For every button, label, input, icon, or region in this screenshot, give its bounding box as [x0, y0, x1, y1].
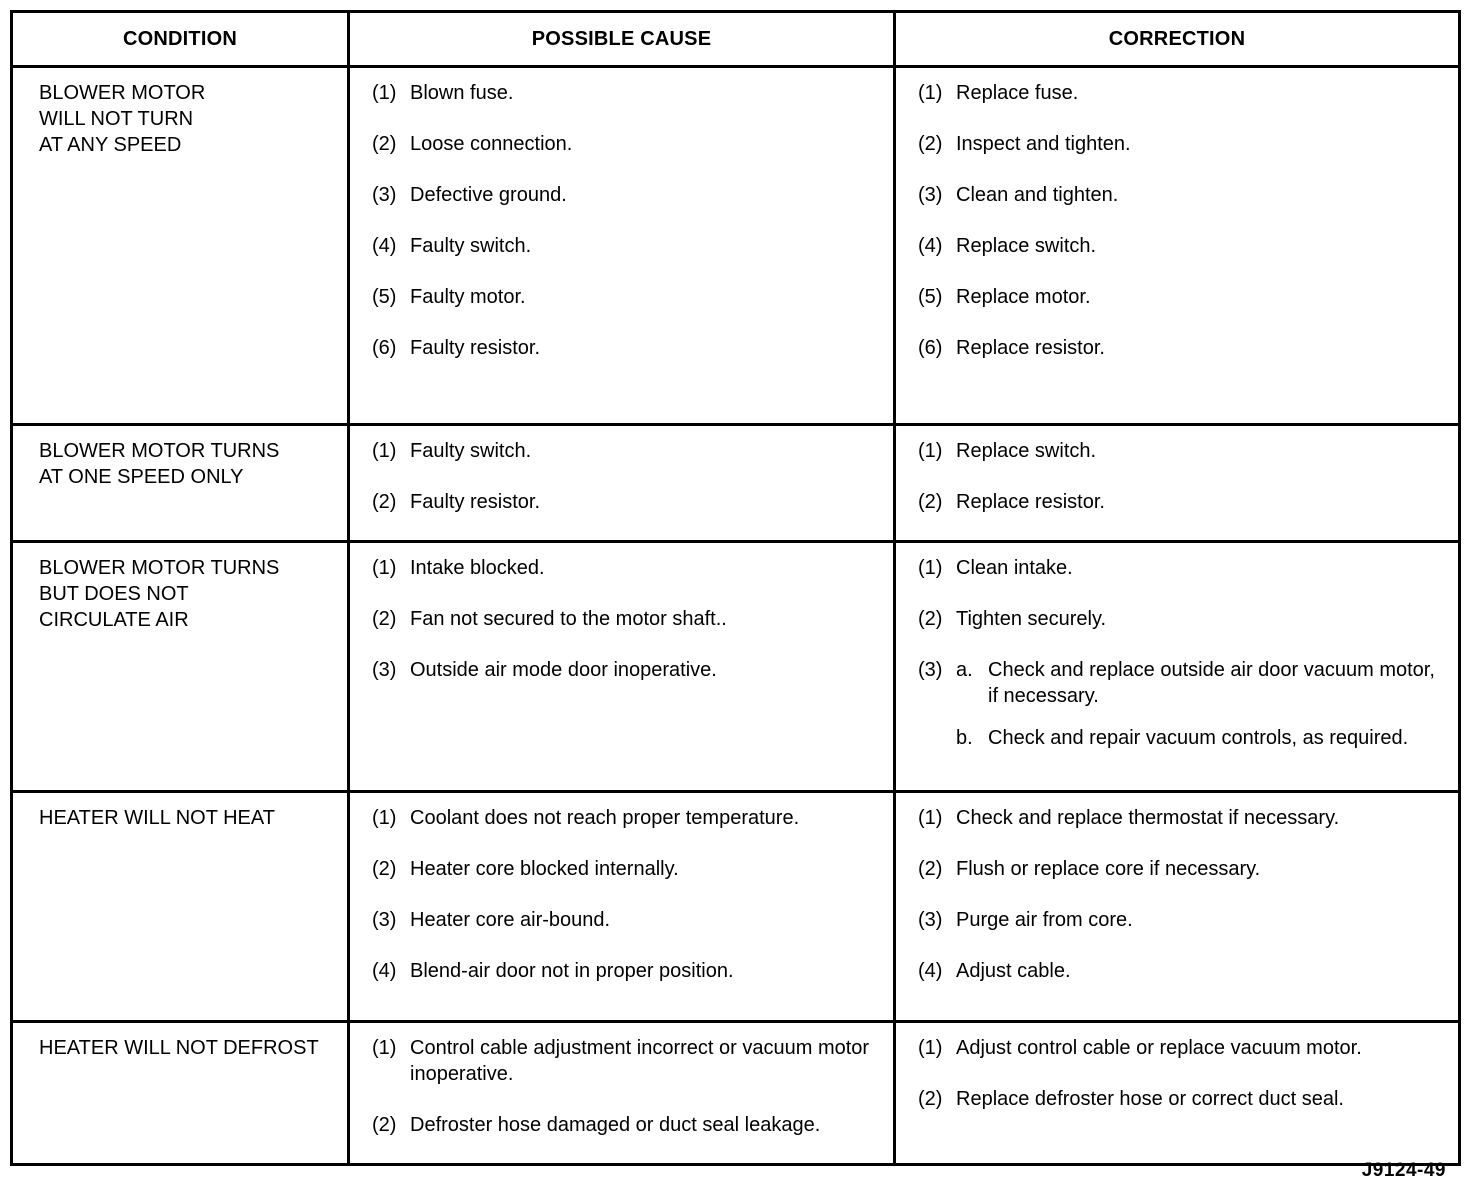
cause-item: (1) Blown fuse. — [372, 82, 514, 104]
table-row — [12, 1022, 1460, 1165]
correction-item: (4) Replace switch. — [918, 235, 1097, 257]
header-possible-cause: POSSIBLE CAUSE — [349, 12, 895, 67]
correction-item: (5) Replace motor. — [918, 286, 1091, 308]
cause-item: (1) Intake blocked. — [372, 557, 545, 579]
cause-cell — [349, 67, 895, 425]
header-row — [12, 12, 1460, 67]
correction-cell — [895, 425, 1460, 542]
cause-item: (1) Faulty switch. — [372, 440, 532, 462]
cause-item: (2) Loose connection. — [372, 133, 573, 155]
correction-item: (3) Clean and tighten. — [918, 184, 1119, 206]
correction-cell — [895, 542, 1460, 792]
correction-subitem: b. Check and repair vacuum controls, as required. — [956, 727, 1409, 749]
cause-item: (2) Heater core blocked internally. — [372, 858, 679, 880]
correction-subitem: a. Check and replace outside air door vacuum motor, if necessary. — [956, 659, 1435, 707]
table-row — [12, 792, 1460, 1022]
correction-item: (1) Adjust control cable or replace vacuum motor. — [918, 1037, 1362, 1059]
correction-item: (1) Clean intake. — [918, 557, 1073, 579]
condition-cell: HEATER WILL NOT DEFROST — [12, 1022, 349, 1165]
cause-item: (3) Outside air mode door inoperative. — [372, 659, 717, 681]
correction-item: (2) Replace resistor. — [918, 491, 1105, 513]
correction-item: (3) a. Check and replace outside air door vacuum motor, if necessary. b. Check and repair vacuum controls, as required. — [918, 657, 1448, 751]
cause-cell — [349, 542, 895, 792]
cause-cell — [349, 792, 895, 1022]
correction-item: (6) Replace resistor. — [918, 337, 1105, 359]
cause-item: (2) Faulty resistor. — [372, 491, 541, 513]
correction-item: (2) Tighten securely. — [918, 608, 1107, 630]
diagnosis-table — [10, 10, 1461, 1166]
correction-item: (4) Adjust cable. — [918, 960, 1071, 982]
cause-item: (1) Coolant does not reach proper temperature. — [372, 807, 800, 829]
cause-cell — [349, 425, 895, 542]
correction-cell — [895, 792, 1460, 1022]
table-row — [12, 425, 1460, 542]
cause-item: (3) Defective ground. — [372, 184, 567, 206]
table-row — [12, 67, 1460, 425]
correction-item: (2) Flush or replace core if necessary. — [918, 858, 1261, 880]
cause-item: (4) Faulty switch. — [372, 235, 532, 257]
cause-item: (5) Faulty motor. — [372, 286, 526, 308]
correction-item: (1) Check and replace thermostat if necessary. — [918, 807, 1340, 829]
cause-item: (6) Faulty resistor. — [372, 337, 541, 359]
correction-item: (2) Replace defroster hose or correct duct seal. — [918, 1088, 1344, 1110]
correction-item: (1) Replace switch. — [918, 440, 1097, 462]
header-correction: CORRECTION — [895, 12, 1460, 67]
cause-item: (2) Defroster hose damaged or duct seal leakage. — [372, 1114, 821, 1136]
correction-cell — [895, 67, 1460, 425]
header-condition: CONDITION — [12, 12, 349, 67]
correction-item: (1) Replace fuse. — [918, 82, 1079, 104]
cause-item: (3) Heater core air-bound. — [372, 909, 611, 931]
table-row — [12, 542, 1460, 792]
correction-item: (2) Inspect and tighten. — [918, 133, 1131, 155]
cause-cell — [349, 1022, 895, 1165]
condition-cell: BLOWER MOTOR TURNS BUT DOES NOT CIRCULATE AIR — [12, 542, 349, 792]
cause-item: (4) Blend-air door not in proper position. — [372, 960, 734, 982]
figure-id: J9124-49 — [1361, 1160, 1446, 1181]
correction-cell — [895, 1022, 1460, 1165]
correction-item: (3) Purge air from core. — [918, 909, 1133, 931]
condition-cell: BLOWER MOTOR TURNS AT ONE SPEED ONLY — [12, 425, 349, 542]
cause-item: (2) Fan not secured to the motor shaft.. — [372, 608, 727, 630]
condition-cell: BLOWER MOTOR WILL NOT TURN AT ANY SPEED — [12, 67, 349, 425]
cause-item: (1) Control cable adjustment incorrect or vacuum motor inoperative. — [372, 1037, 870, 1085]
condition-cell: HEATER WILL NOT HEAT — [12, 792, 349, 1022]
